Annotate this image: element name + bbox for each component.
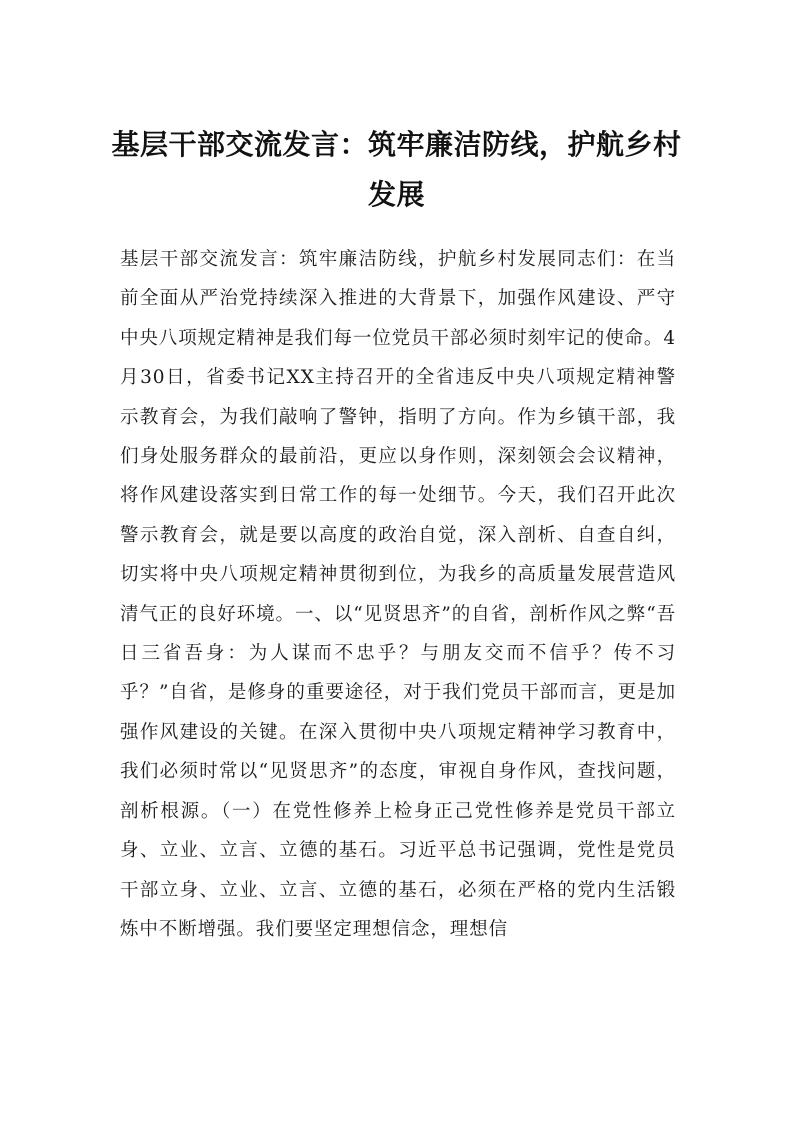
document-body: 基层干部交流发言：筑牢廉洁防线，护航乡村发展同志们：在当前全面从严治党持续深入推进的大背景下，加强作风建设、严守中央八项规定精神是我们每一位党员干部必须时刻牢记的使命。4月30日，省委书记XX主持召开的全省违反中央八项规定精神警示教育会，为我们敲响了警钟，指明了方向。作为乡镇干部，我们身处服务群众的最前沿，更应以身作则，深刻领会会议精神，将作风建设落实到日常工作的每一处细节。今天，我们召开此次警示教育会，就是要以高度的政治自觉，深入剖析、自查自纠，切实将中央八项规定精神贯彻到位，为我乡的高质量发展营造风清气正的良好环境。一、以“见贤思齐”的自省，剖析作风之弊“吾日三省吾身：为人谋而不忠乎？与朋友交而不信乎？传不习乎？”自省，是修身的重要途径，对于我们党员干部而言，更是加强作风建设的关键。在深入贯彻中央八项规定精神学习教育中，我们必须时常以“见贤思齐”的态度，审视自身作风，查找问题，剖析根源。（一）在党性修养上检身正己党性修养是党员干部立身、立业、立言、立德的基石。习近平总书记强调，党性是党员干部立身、立业、立言、立德的基石，必须在严格的党内生活锻炼中不断增强。我们要坚定理想信念，理想信: [120, 249, 676, 940]
document-title: 基层干部交流发言：筑牢廉洁防线，护航乡村发展: [111, 128, 682, 211]
